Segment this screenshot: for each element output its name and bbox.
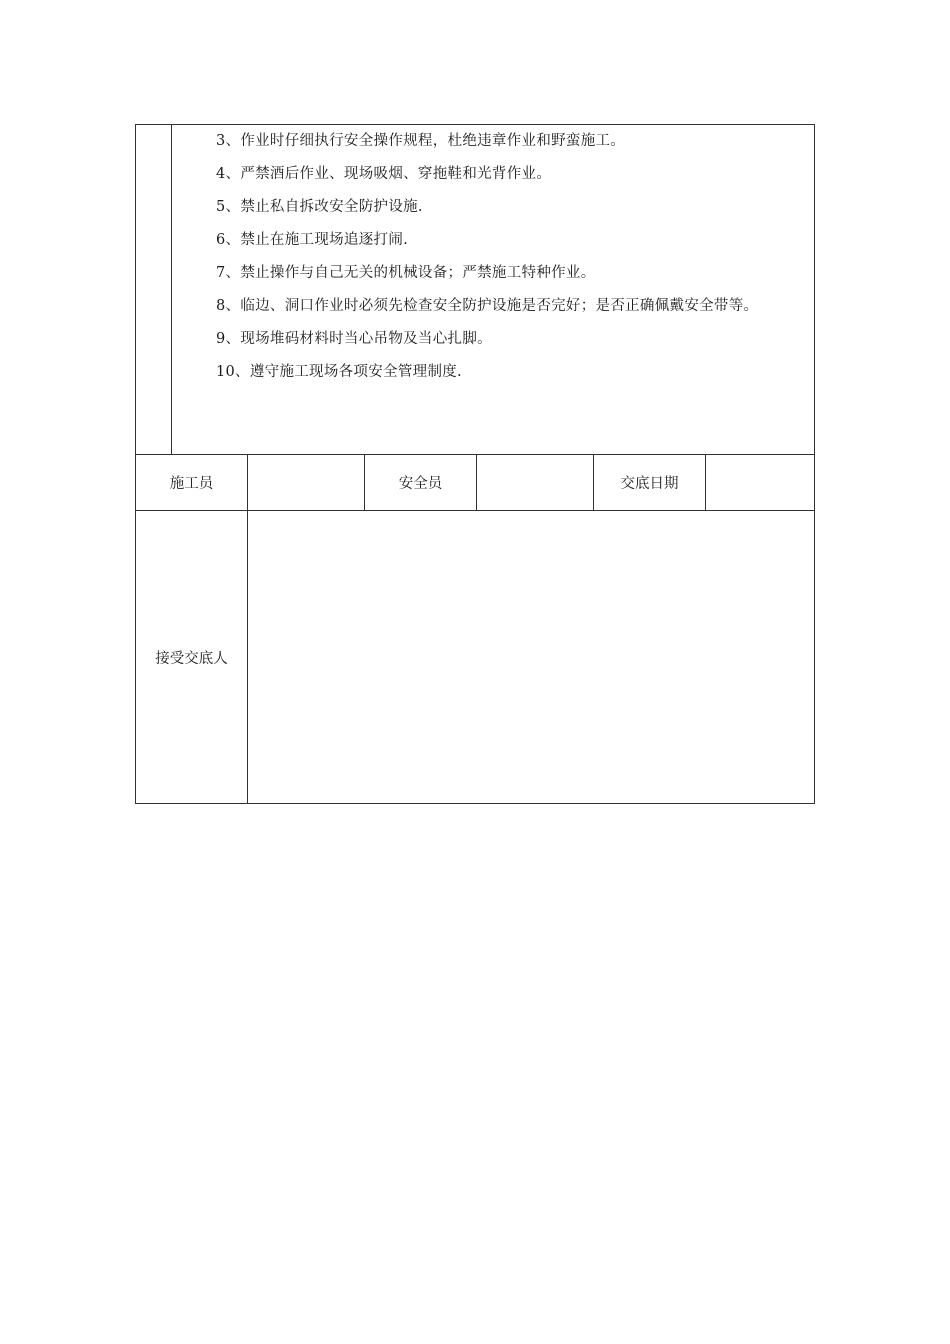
- rule-item: 9、现场堆码材料时当心吊物及当心扎脚。: [216, 331, 492, 347]
- safety-briefing-table: [135, 124, 815, 804]
- rules-content-row: [136, 125, 814, 455]
- constructor-field[interactable]: [248, 455, 365, 510]
- signature-row: [136, 455, 814, 511]
- rule-item: 3、作业时仔细执行安全操作规程，杜绝违章作业和野蛮施工。: [216, 133, 626, 149]
- rules-list: [180, 125, 806, 389]
- briefing-date-field[interactable]: [706, 455, 814, 510]
- briefing-date-label: 交底日期: [594, 455, 706, 510]
- left-label-column: [136, 125, 172, 454]
- safety-officer-label: 安全员: [365, 455, 477, 510]
- receiver-label: 接受交底人: [136, 511, 248, 803]
- rule-item: 4、严禁酒后作业、现场吸烟、穿拖鞋和光背作业。: [216, 166, 552, 182]
- safety-officer-field[interactable]: [477, 455, 594, 510]
- receiver-row: [136, 511, 814, 803]
- rule-item: 5、禁止私自拆改安全防护设施.: [216, 199, 423, 215]
- constructor-label: 施工员: [136, 455, 248, 510]
- rule-item: 10、遵守施工现场各项安全管理制度.: [216, 364, 462, 380]
- rule-item: 7、禁止操作与自己无关的机械设备；严禁施工特种作业。: [216, 265, 596, 281]
- receiver-signature-area[interactable]: [248, 511, 814, 803]
- rule-item: 8、临边、洞口作业时必须先检查安全防护设施是否完好；是否正确佩戴安全带等。: [216, 298, 759, 314]
- rule-item: 6、禁止在施工现场追逐打闹.: [216, 232, 409, 248]
